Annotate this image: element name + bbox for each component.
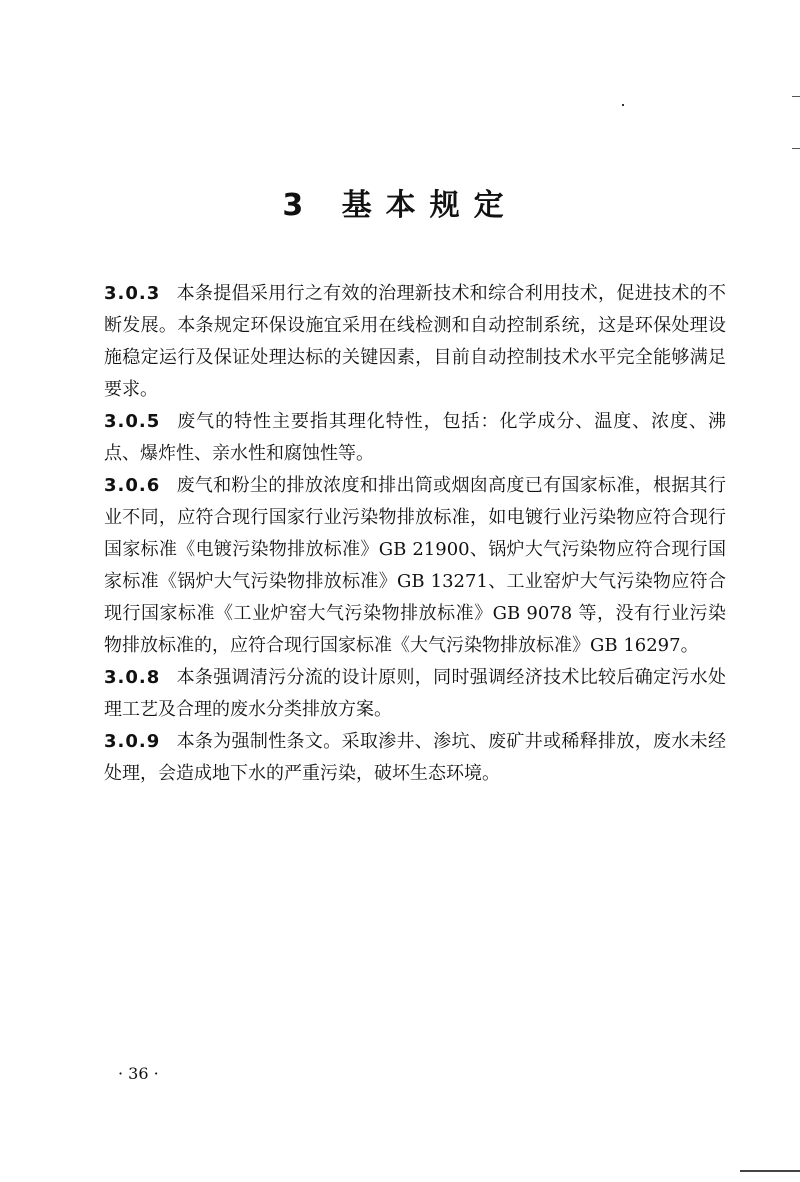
section-body (104, 278, 726, 790)
clause-3-0-3 (104, 278, 726, 406)
clause-number: 3.0.3 (104, 283, 161, 304)
scan-edge-mark (792, 96, 800, 97)
page-number: · 36 · (118, 1064, 159, 1083)
clause-number: 3.0.5 (104, 411, 161, 432)
clause-text: 本条为强制性条文。采取渗井、渗坑、废矿井或稀释排放，废水未经处理，会造成地下水的严重污染，破坏生态环境。 (104, 731, 726, 784)
clause-3-0-8 (104, 662, 726, 726)
clause-number: 3.0.9 (104, 731, 161, 752)
section-title: 3 基本规定 (282, 188, 518, 223)
clause-text: 本条提倡采用行之有效的治理新技术和综合利用技术，促进技术的不断发展。本条规定环保设施宜采用在线检测和自动控制系统，这是环保处理设施稳定运行及保证处理达标的关键因素，目前自动控制技术水平完全能够满足要求。 (104, 283, 726, 400)
clause-text: 废气和粉尘的排放浓度和排出筒或烟囱高度已有国家标准，根据其行业不同，应符合现行国家行业污染物排放标准，如电镀行业污染物应符合现行国家标准《电镀污染物排放标准》GB 21900、锅炉大气污染物应符合现行国家标准《锅炉大气污染物排放标准》GB 13271、工业窑炉大气污染物应符合现行国家标准《工业炉窑大气污染物排放标准》GB 9078 等，没有行业污染物排放标准的，应符合现行国家标准《大气污染物排放标准》GB 16297。 (104, 475, 726, 656)
clause-3-0-9 (104, 726, 726, 790)
clause-text: 废气的特性主要指其理化特性，包括：化学成分、温度、浓度、沸点、爆炸性、亲水性和腐蚀性等。 (104, 411, 726, 464)
clause-3-0-5 (104, 406, 726, 470)
clause-number: 3.0.6 (104, 475, 161, 496)
scan-speck (622, 104, 624, 106)
scan-bottom-rule (740, 1170, 800, 1172)
clause-text: 本条强调清污分流的设计原则，同时强调经济技术比较后确定污水处理工艺及合理的废水分类排放方案。 (104, 667, 726, 720)
scan-edge-mark (792, 148, 800, 149)
clause-3-0-6 (104, 470, 726, 662)
clause-number: 3.0.8 (104, 667, 161, 688)
